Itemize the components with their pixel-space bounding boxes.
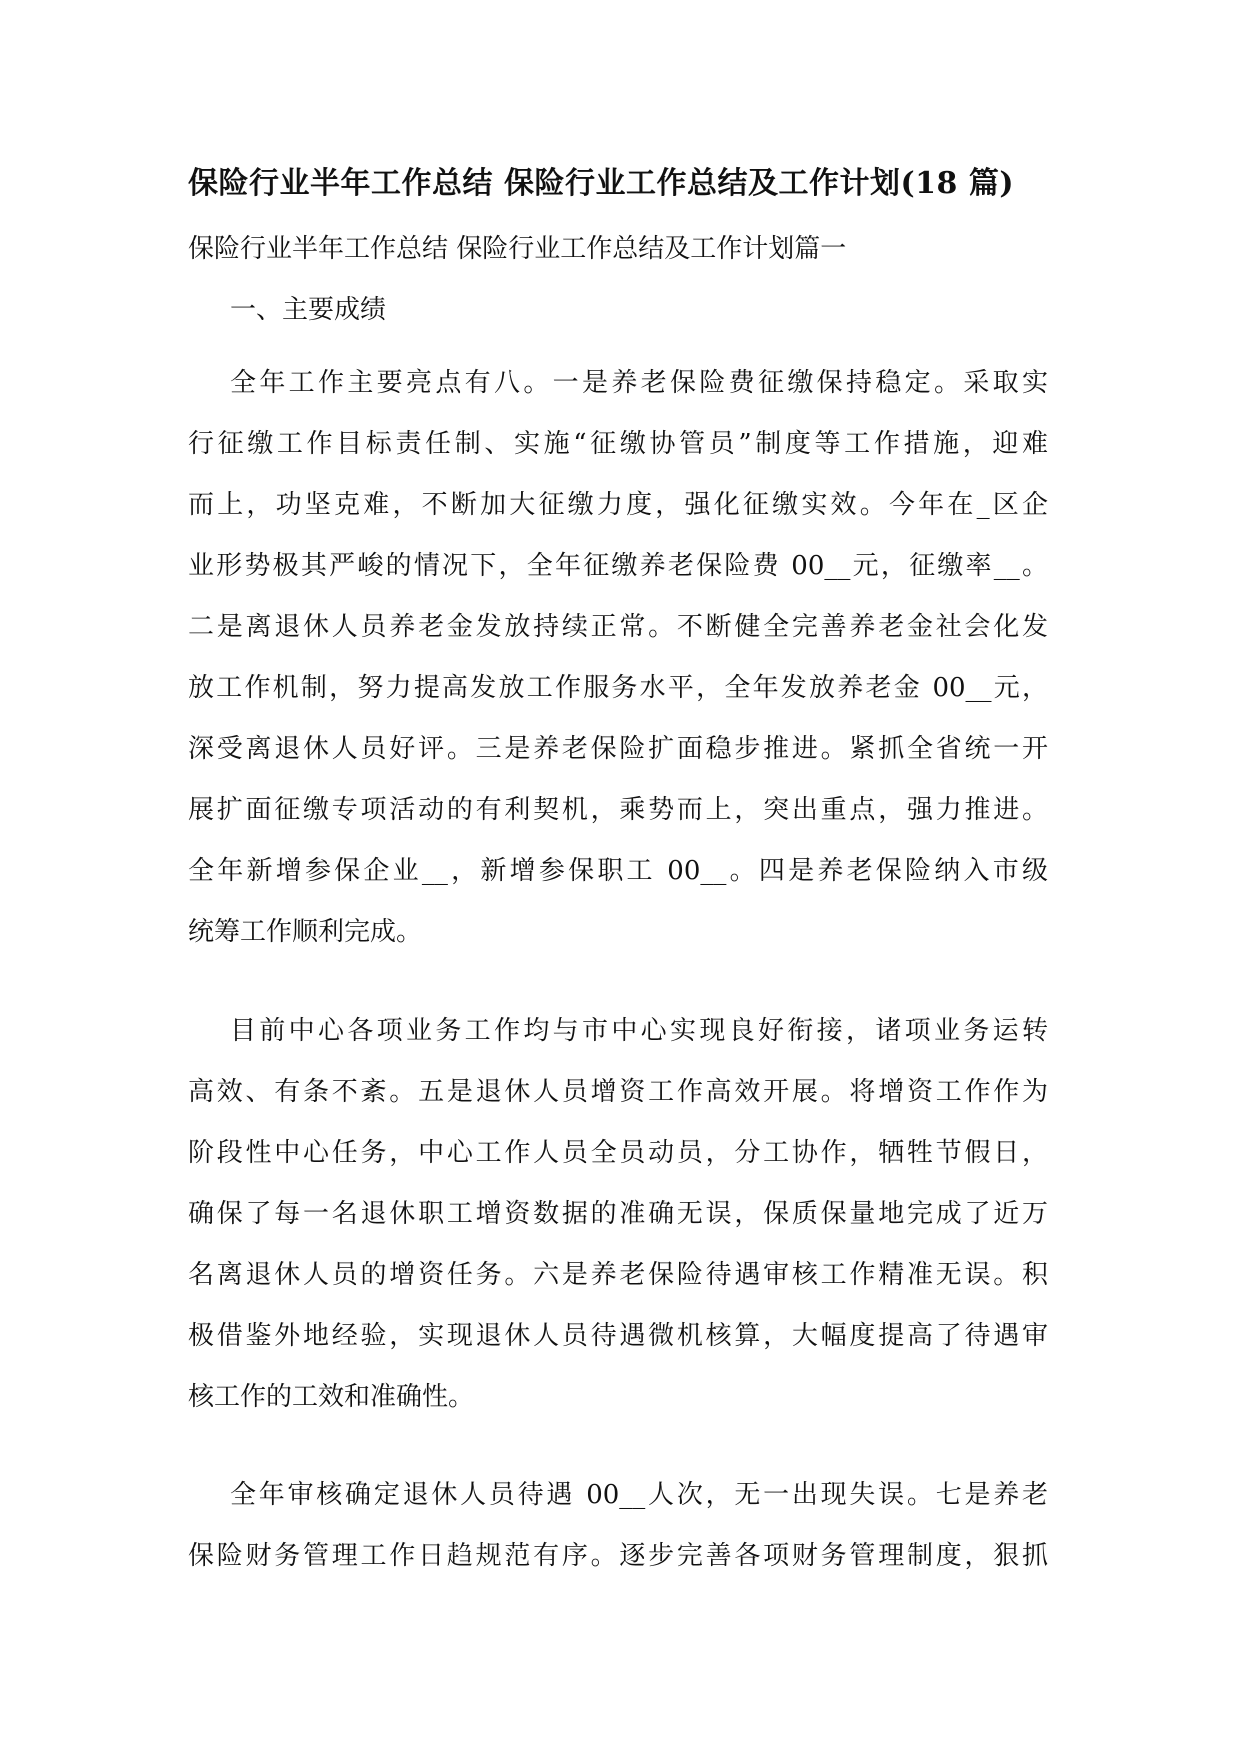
paragraph-line: 深受离退休人员好评。三是养老保险扩面稳步推进。紧抓全省统一开: [188, 734, 1048, 764]
paragraph-line: 放工作机制，努力提高发放工作服务水平，全年发放养老金 00__元，: [188, 673, 1048, 703]
paragraph-line: 统筹工作顺利完成。: [188, 917, 423, 947]
paragraph-line: 目前中心各项业务工作均与市中心实现良好衔接，诸项业务运转: [230, 1016, 1048, 1046]
paragraph-line: 全年审核确定退休人员待遇 00__人次，无一出现失误。七是养老: [230, 1480, 1048, 1510]
document-title: 保险行业半年工作总结 保险行业工作总结及工作计划(18 篇): [188, 166, 1015, 201]
paragraph-1: [188, 353, 1048, 963]
paragraph-line: 高效、有条不紊。五是退休人员增资工作高效开展。将增资工作作为: [188, 1077, 1048, 1107]
paragraph-line: 极借鉴外地经验，实现退休人员待遇微机核算，大幅度提高了待遇审: [188, 1321, 1048, 1351]
paragraph-line: 业形势极其严峻的情况下，全年征缴养老保险费 00__元，征缴率__。: [188, 551, 1048, 581]
paragraph-line: 全年工作主要亮点有八。一是养老保险费征缴保持稳定。采取实: [230, 368, 1048, 398]
section-heading: 一、主要成绩: [230, 295, 387, 325]
paragraph-line: 行征缴工作目标责任制、实施“征缴协管员”制度等工作措施，迎难: [188, 429, 1048, 459]
paragraph-line: 全年新增参保企业__，新增参保职工 00__。四是养老保险纳入市级: [188, 856, 1048, 886]
paragraph-line: 展扩面征缴专项活动的有利契机，乘势而上，突出重点，强力推进。: [188, 795, 1048, 825]
paragraph-line: 阶段性中心任务，中心工作人员全员动员，分工协作，牺牲节假日，: [188, 1138, 1048, 1168]
paragraph-line: 名离退休人员的增资任务。六是养老保险待遇审核工作精准无误。积: [188, 1260, 1048, 1290]
paragraph-3: [188, 1465, 1048, 1587]
paragraph-line: 二是离退休人员养老金发放持续正常。不断健全完善养老金社会化发: [188, 612, 1048, 642]
document-subtitle: 保险行业半年工作总结 保险行业工作总结及工作计划篇一: [188, 234, 847, 264]
paragraph-line: 而上，功坚克难，不断加大征缴力度，强化征缴实效。今年在_区企: [188, 490, 1048, 520]
paragraph-line: 确保了每一名退休职工增资数据的准确无误，保质保量地完成了近万: [188, 1199, 1048, 1229]
paragraph-line: 保险财务管理工作日趋规范有序。逐步完善各项财务管理制度，狠抓: [188, 1541, 1048, 1571]
paragraph-line: 核工作的工效和准确性。: [188, 1382, 475, 1412]
paragraph-2: [188, 1001, 1048, 1428]
